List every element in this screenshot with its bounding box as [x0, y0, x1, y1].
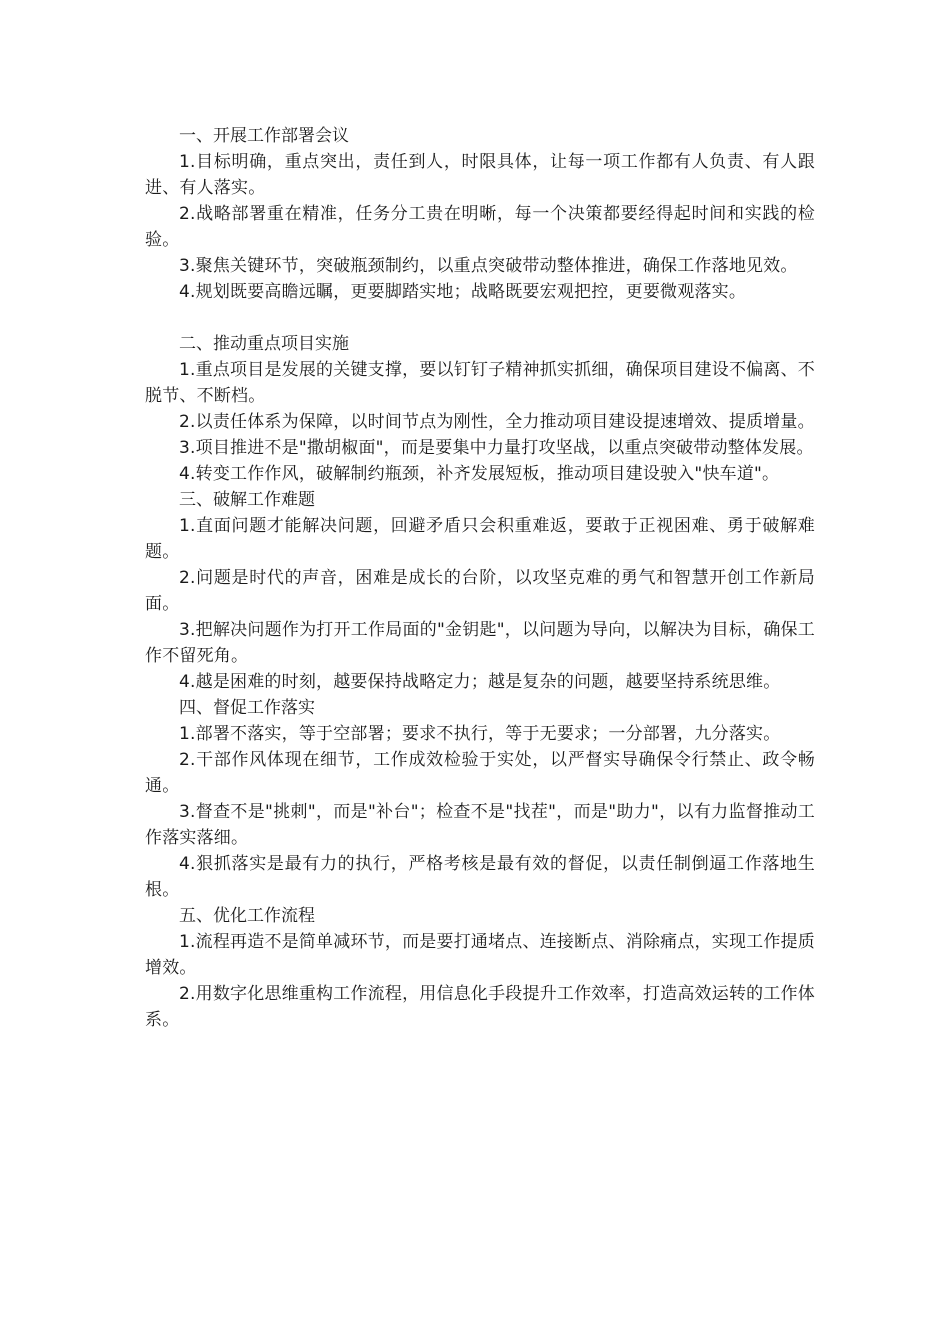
section-item: 2.战略部署重在精准，任务分工贵在明晰，每一个决策都要经得起时间和实践的检验。 [145, 204, 815, 250]
section-item: 4.越是困难的时刻，越要保持战略定力；越是复杂的问题，越要坚持系统思维。 [179, 672, 781, 692]
section-4 [145, 695, 815, 903]
section-1 [145, 123, 815, 305]
document-body [145, 123, 815, 1033]
section-item: 3.聚焦关键环节，突破瓶颈制约，以重点突破带动整体推进，确保工作落地见效。 [179, 256, 798, 276]
section-heading: 四、督促工作落实 [179, 698, 315, 718]
section-item: 3.督查不是"挑刺"，而是"补台"；检查不是"找茬"，而是"助力"，以有力监督推动工作落实落细。 [145, 802, 815, 848]
section-item: 2.干部作风体现在细节，工作成效检验于实处，以严督实导确保令行禁止、政令畅通。 [145, 750, 815, 796]
section-5 [145, 903, 815, 1033]
section-item: 2.以责任体系为保障，以时间节点为刚性，全力推动项目建设提速增效、提质增量。 [179, 412, 815, 432]
section-item: 1.部署不落实，等于空部署；要求不执行，等于无要求；一分部署，九分落实。 [179, 724, 781, 744]
section-item: 3.把解决问题作为打开工作局面的"金钥匙"，以问题为导向，以解决为目标，确保工作不留死角。 [145, 620, 815, 666]
section-item: 2.问题是时代的声音，困难是成长的台阶，以攻坚克难的勇气和智慧开创工作新局面。 [145, 568, 815, 614]
section-item: 1.流程再造不是简单减环节，而是要打通堵点、连接断点、消除痛点，实现工作提质增效。 [145, 932, 815, 978]
section-heading: 一、开展工作部署会议 [179, 126, 349, 146]
section-2 [145, 331, 815, 487]
section-item: 4.狠抓落实是最有力的执行，严格考核是最有效的督促，以责任制倒逼工作落地生根。 [145, 854, 815, 900]
section-heading: 二、推动重点项目实施 [179, 334, 349, 354]
section-item: 1.重点项目是发展的关键支撑，要以钉钉子精神抓实抓细，确保项目建设不偏离、不脱节、不断档。 [145, 360, 815, 406]
section-item: 1.目标明确，重点突出，责任到人，时限具体，让每一项工作都有人负责、有人跟进、有人落实。 [145, 152, 815, 198]
section-item: 4.转变工作作风，破解制约瓶颈，补齐发展短板，推动项目建设驶入"快车道"。 [179, 464, 780, 484]
section-item: 3.项目推进不是"撒胡椒面"，而是要集中力量打攻坚战，以重点突破带动整体发展。 [179, 438, 814, 458]
section-3 [145, 487, 815, 695]
section-item: 4.规划既要高瞻远瞩，更要脚踏实地；战略既要宏观把控，更要微观落实。 [179, 282, 747, 302]
section-item: 1.直面问题才能解决问题，回避矛盾只会积重难返，要敢于正视困难、勇于破解难题。 [145, 516, 815, 562]
section-heading: 三、破解工作难题 [179, 490, 315, 510]
section-heading: 五、优化工作流程 [179, 906, 315, 926]
section-item: 2.用数字化思维重构工作流程，用信息化手段提升工作效率，打造高效运转的工作体系。 [145, 984, 815, 1030]
